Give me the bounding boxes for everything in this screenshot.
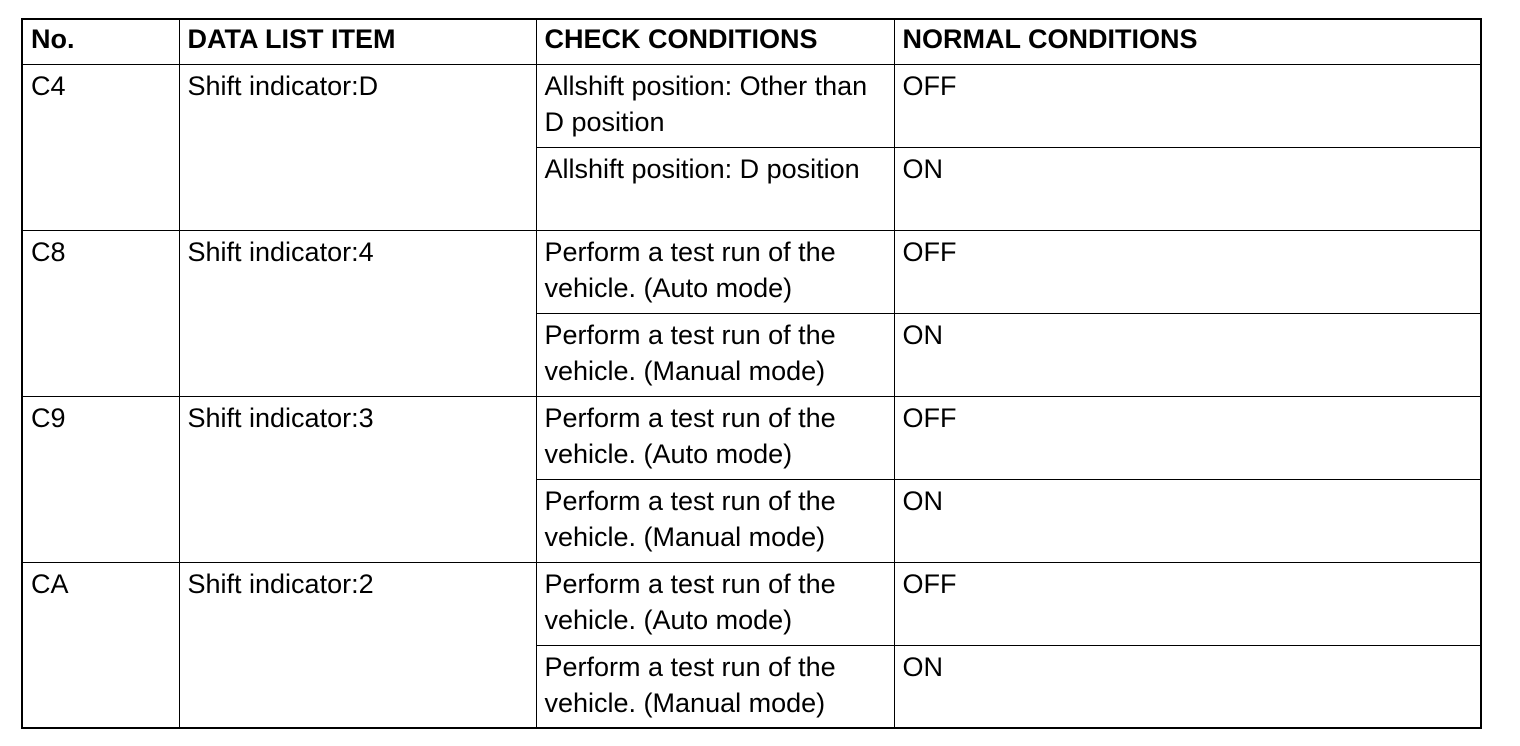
cell-check-condition: Perform a test run of the vehicle. (Manual mode) [536, 645, 894, 728]
header-row [22, 19, 1481, 64]
header-check-conditions: CHECK CONDITIONS [536, 19, 894, 64]
cell-check-condition: Perform a test run of the vehicle. (Auto mode) [536, 562, 894, 645]
cell-no: C4 [22, 64, 179, 230]
header-no: No. [22, 19, 179, 64]
cell-check-condition: Perform a test run of the vehicle. (Manual mode) [536, 479, 894, 562]
header-normal-conditions: NORMAL CONDITIONS [894, 19, 1481, 64]
table-row [22, 562, 1481, 645]
cell-data-list-item: Shift indicator:D [179, 64, 536, 230]
cell-normal-condition: ON [894, 479, 1481, 562]
cell-normal-condition: OFF [894, 230, 1481, 313]
cell-check-condition: Perform a test run of the vehicle. (Auto mode) [536, 230, 894, 313]
cell-no: CA [22, 562, 179, 728]
cell-data-list-item: Shift indicator:3 [179, 396, 536, 562]
cell-normal-condition: OFF [894, 562, 1481, 645]
cell-normal-condition: ON [894, 313, 1481, 396]
cell-normal-condition: ON [894, 645, 1481, 728]
cell-check-condition: Perform a test run of the vehicle. (Manual mode) [536, 313, 894, 396]
header-data-list-item: DATA LIST ITEM [179, 19, 536, 64]
cell-no: C8 [22, 230, 179, 396]
cell-normal-condition: ON [894, 147, 1481, 230]
cell-data-list-item: Shift indicator:4 [179, 230, 536, 396]
cell-check-condition: Allshift position: D position [536, 147, 894, 230]
cell-no: C9 [22, 396, 179, 562]
cell-check-condition: Allshift position: Other than D position [536, 64, 894, 147]
table-row [22, 64, 1481, 147]
cell-normal-condition: OFF [894, 396, 1481, 479]
table-row [22, 396, 1481, 479]
cell-normal-condition: OFF [894, 64, 1481, 147]
cell-check-condition: Perform a test run of the vehicle. (Auto mode) [536, 396, 894, 479]
data-list-table [21, 18, 1482, 729]
table-row [22, 230, 1481, 313]
cell-data-list-item: Shift indicator:2 [179, 562, 536, 728]
